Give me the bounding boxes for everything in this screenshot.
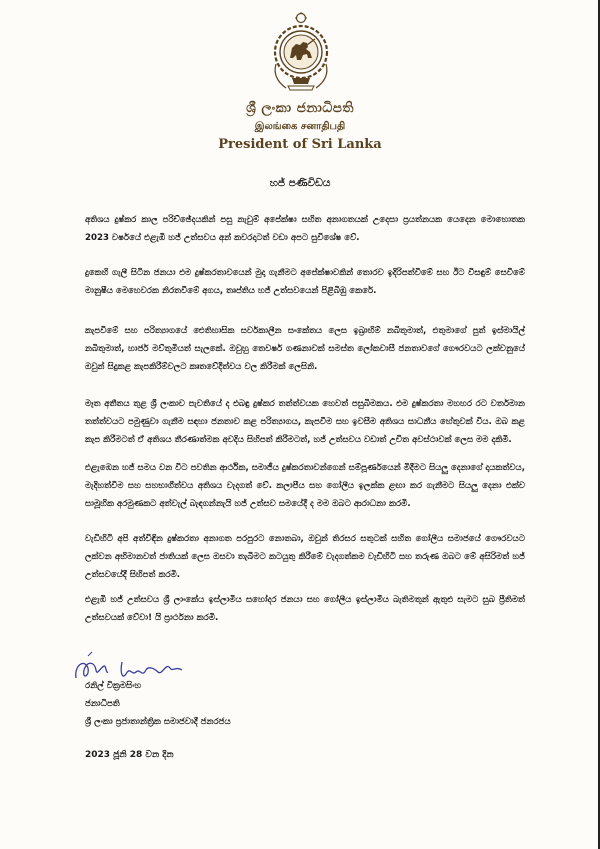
signatory-name: රනිල් වික්‍රමසිංහ bbox=[85, 681, 142, 691]
paragraph-1: අතිශය දුෂ්කර කාල පරිච්ඡේදයකින් පසු නැවුම් අපේක්ෂා සහිත අනාගතයක් උදෙසා ප්‍රයත්නයක යෙදෙන මොහොතක 2023 වර්ෂයේ එළැඹි හජ් උත්සවය අන් කවරදාටත් වඩා අපට සුවිශේෂ වේ. bbox=[85, 215, 525, 243]
signatory-title: ජනාධිපති bbox=[85, 699, 120, 709]
letterhead-sinhala: ශ්‍රී ලංකා ජනාධිපති bbox=[246, 100, 354, 116]
letterhead-english: President of Sri Lanka bbox=[218, 137, 382, 152]
paragraph-6: වැඩිහිටි අපි අත්විඳින දුෂ්කරතා අනාගත පරපුරට නොතබා, ඔවුන් තිරසර සතුටක් සහිත ගෝලීය සමාජයේ ගෞරවයට ලක්වන අභිමානවත් ජාතියක් ලෙස ඔසවා තැබීමට කටයුතු කිරීමේ වැදගත්කම වැඩිහිටි සහ තරුණ ඔබට මේ අසිරිමත් හජ් උත්සවයේදී සිහිපත් කරමි. bbox=[85, 534, 525, 580]
paragraph-3: කැපවීමේ සහ පරිත්‍යාගයේ ඓතිහාසික සර්වකාලීන සංකේතය ලෙස ඉබ්‍රාහිම් නබිතුමාත්, එතුමාගේ පුත් ඉස්මායිල් නබිතුමාත්, හාජර් මව්තුමියත් සැලකේ. ඔවුහු තෙවර්ෂ ගණනාවක් සමස්ත ලෝකවාසී ජනතාවගේ ගෞරවයට ලක්වනුයේ ඔවුන් සිදුකළ කැපකිරීම්වලට කෘතවේදීත්වය වල කිරීමක් ලෙසිනි. bbox=[85, 326, 525, 372]
message-title: හජ් පණිවිඩය bbox=[269, 177, 331, 189]
signatory-organization: ශ්‍රී ලංකා ප්‍රජාතාන්ත්‍රික සමාජවාදී ජනරජය bbox=[85, 717, 231, 727]
paragraph-2: දුකෙහි ගැලී සිටින ජනයා එම දුෂ්කරතාවයෙන් මුදා ගැනීමට අපේක්ෂාවකින් තොරව ඉදිරිපත්වීමේ සහ ඊට විසඳුම් සෙවීමේ මානුෂීය මෙහෙවරක නිරතවීමේ අගය, තෘප්තිය හජ් උත්සවයෙන් පිළිබිඹු කෙරේ. bbox=[85, 268, 525, 296]
paragraph-4: මෑත අතීතය තුළ ශ්‍රී ලංකාව පැවතියේ ද එබඳු දුෂ්කර තත්ත්වයක හෙවත් පසුබිමකය. එම දුෂ්කරතා මහහර රට වර්තමාන තත්ත්වයට පමුණුවා ගැනීම සඳහා ජනතාව කළ පරිත්‍යාගය, කැපවීම සහ ඉවසීම අතිශය සාධනීය හේතුවක් විය. ඔබ කළ කැප කිරීමටත් ඒ අතිශය තීරණාත්මක අවදිය සිහිපත් කිරීමටත්, හජ් උත්සවය වඩාත් උචිත අවස්ථාවක් ලෙස මම දකිමි. bbox=[85, 399, 525, 445]
letter-date: 2023 ජූනි 28 වන දින bbox=[85, 750, 174, 760]
letterhead-tamil: இலங்கை சனாதிபதி bbox=[254, 121, 346, 132]
paragraph-7: එළැඹි හජ් උත්සවය ශ්‍රී ලාංකේය ඉස්ලාමීය සහෝදර ජනයා සහ ගෝලීය ඉස්ලාමීය බැතිමතුන් ඇතුළු සැමට සුබ ප්‍රීතිමත් උත්සවයක් වේවා! යි ප්‍රාර්ථනා කරමි. bbox=[85, 595, 525, 623]
national-emblem-icon bbox=[270, 12, 332, 94]
paragraph-5: එළැඹෙන හජ් සමය වන විට පවතින ආර්ථික, සමාජීය දුෂ්කරතාවන්ගෙන් සම්පූර්ණයෙන් මිදීමට සියලු දෙනාගේ දායකත්වය, මැදිහත්වීම සහ සහභාගීත්වය අතිශය වැදගත් වේ. කලාපීය සහ ගෝලීය ඉලක්ක ළඟා කර ගැනීමට සියලු දෙනා එක්ව සාමූහික අරමුණකට අත්වැල් බැඳගන්නැයි හජ් උත්සව සමයේදී ද මම ඔබට ආරාධනා කරමි. bbox=[85, 463, 525, 509]
